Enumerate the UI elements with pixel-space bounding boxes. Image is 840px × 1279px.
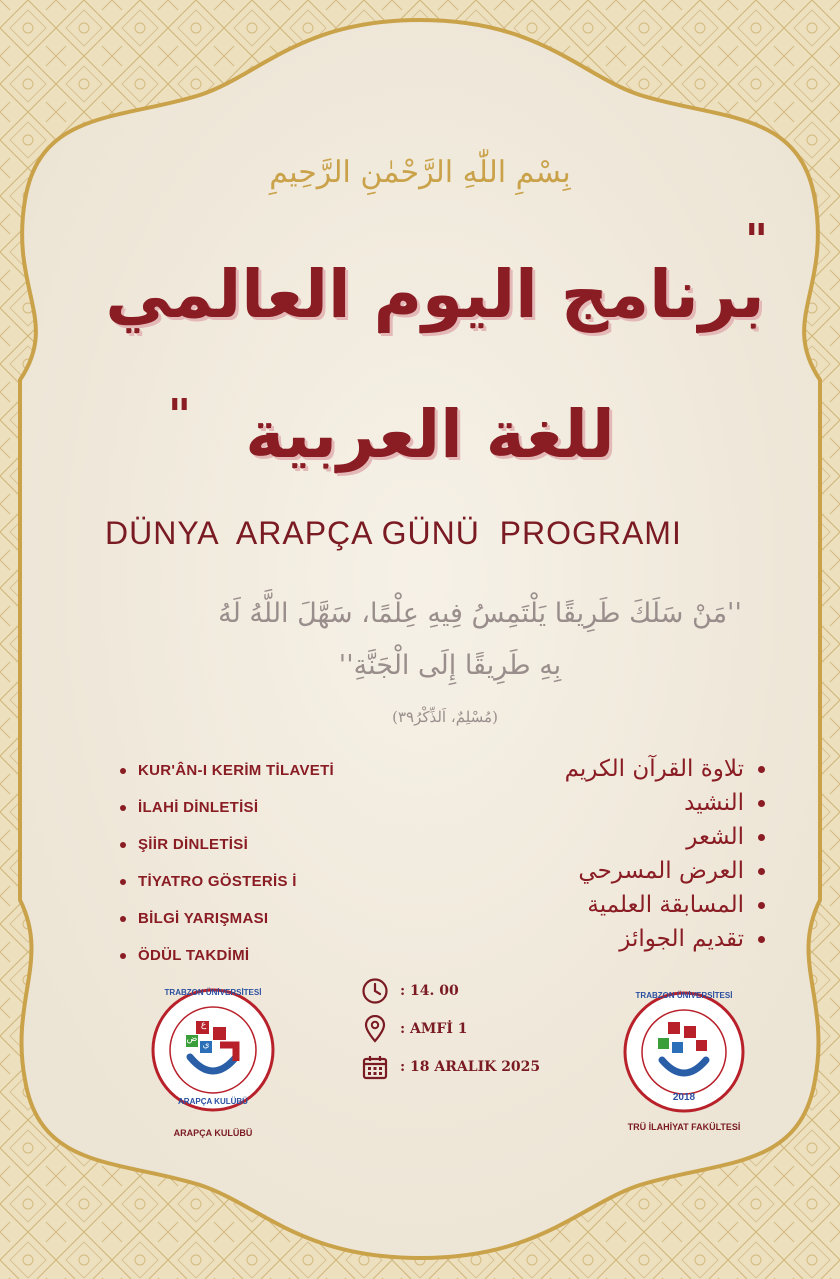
list-item: تلاوة القرآن الكريم: [565, 752, 765, 786]
faculty-caption: TRÜ İLAHİYAT FAKÜLTESİ: [627, 1122, 741, 1132]
bullet-icon: [120, 768, 126, 774]
logo-ring-text-top: TRABZON ÜNİVERSİTESİ: [635, 991, 733, 1000]
list-item: TİYATRO GÖSTERİS İ: [120, 863, 334, 900]
arabic-club-caption: ARAPÇA KULÜBÜ: [173, 1128, 253, 1138]
hadith-line-1: ''مَنْ سَلَكَ طَرِيقًا يَلْتَمِسُ فِيهِ عِلْمًا، سَهَّلَ اللَّهُ لَهُ: [218, 598, 742, 629]
bullet-icon: [758, 800, 765, 807]
bullet-icon: [758, 834, 765, 841]
logo-ring-text-bottom: ARAPÇA KULÜBÜ: [178, 1097, 248, 1106]
bullet-icon: [120, 953, 126, 959]
list-item: العرض المسرحي: [565, 854, 765, 888]
bullet-icon: [758, 766, 765, 773]
list-item: النشيد: [565, 786, 765, 820]
program-list-turkish: [120, 752, 334, 974]
list-item: BİLGİ YARIŞMASI: [120, 900, 334, 937]
list-item: تقديم الجوائز: [565, 922, 765, 956]
logo-letter: ع: [200, 1020, 207, 1030]
event-date: : 18 ARALIK 2025: [360, 1048, 540, 1086]
bullet-icon: [120, 916, 126, 922]
event-place: : AMFİ 1: [360, 1010, 540, 1048]
clock-icon: [360, 976, 390, 1006]
bullet-icon: [758, 868, 765, 875]
bullet-icon: [120, 805, 126, 811]
bullet-icon: [120, 879, 126, 885]
list-item: المسابقة العلمية: [565, 888, 765, 922]
list-item: KUR'ÂN-I KERİM TİLAVETİ: [120, 752, 334, 789]
location-pin-icon: [360, 1014, 390, 1044]
logo-ring-text-top: TRABZON ÜNİVERSİTESİ: [164, 988, 262, 997]
title-line-1: برنامج اليوم العالمي: [105, 256, 765, 333]
list-item: İLAHİ DİNLETİSİ: [120, 789, 334, 826]
bullet-icon: [758, 936, 765, 943]
program-list-arabic: [565, 752, 765, 956]
title-line-2: للغة العربية: [245, 396, 615, 473]
subtitle: DÜNYA ARAPÇA GÜNÜ PROGRAMI: [105, 515, 682, 551]
calendar-icon: [360, 1052, 390, 1082]
university-logo: [622, 990, 746, 1114]
list-item: الشعر: [565, 820, 765, 854]
logo-letter: ي: [202, 1040, 210, 1050]
title-open-quote: ": [745, 215, 768, 266]
logo-letter: ض: [186, 1034, 198, 1044]
bullet-icon: [758, 902, 765, 909]
arabic-club-logo: [150, 987, 276, 1113]
event-time: : 14. 00: [360, 972, 540, 1010]
logo-year: 2018: [672, 1092, 696, 1103]
title-close-quote: ": [168, 390, 191, 441]
list-item: ŞİİR DİNLETİSİ: [120, 826, 334, 863]
hadith-line-2: بِهِ طَرِيقًا إِلَى الْجَنَّةِ'': [338, 650, 562, 681]
event-info: [360, 972, 540, 1086]
bullet-icon: [120, 842, 126, 848]
hadith-source: (مُسْلِمٌ، اَلذِّكْرُ٣٩): [392, 708, 498, 726]
list-item: ÖDÜL TAKDİMİ: [120, 937, 334, 974]
basmala: بِسْمِ اللّٰهِ الرَّحْمٰنِ الرَّحِيمِ: [269, 155, 571, 190]
